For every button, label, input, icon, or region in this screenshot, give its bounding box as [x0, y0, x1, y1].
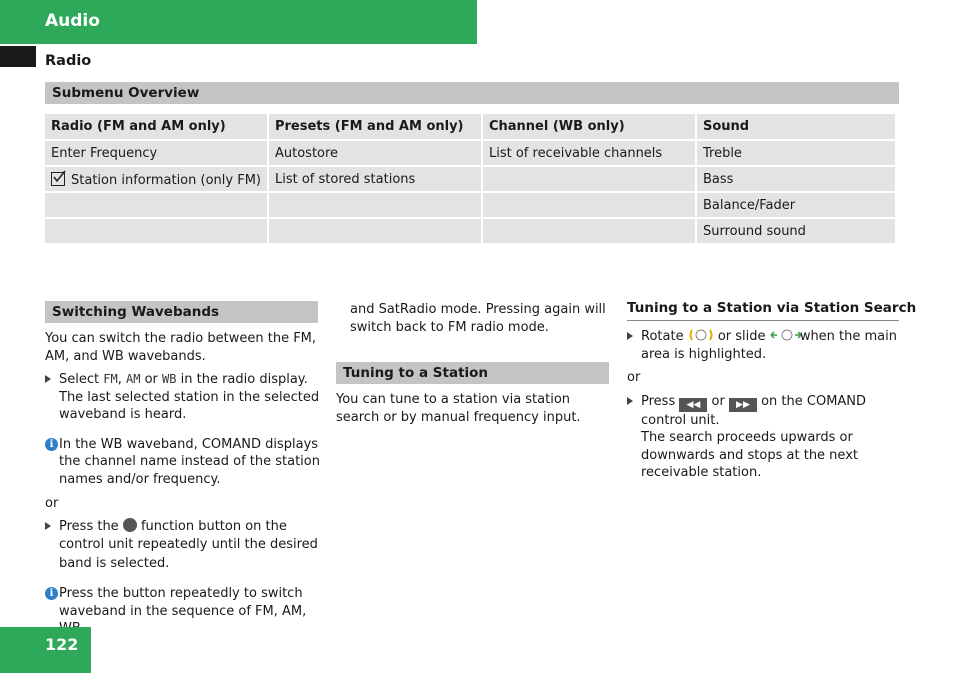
table-cell	[483, 167, 695, 191]
info-text: In the WB waveband, COMAND displays the channel name instead of the station names and/or frequency.	[59, 436, 320, 487]
bullet-arrow-icon	[45, 522, 51, 530]
table-cell	[269, 219, 481, 243]
table-header-row	[45, 114, 895, 139]
table-cell	[45, 219, 267, 243]
rotate-step	[627, 328, 899, 363]
step-text: when the main area is highlighted.	[641, 329, 898, 362]
info-text: Press the button repeatedly to switch waveband in the sequence of FM, AM,	[59, 586, 307, 619]
title-underline	[627, 320, 899, 321]
step-text: on the COMAND control unit.	[641, 393, 867, 428]
bullet-arrow-icon	[627, 332, 633, 340]
table-cell: Treble	[697, 141, 895, 165]
table-row	[45, 193, 895, 217]
section-title: Radio	[45, 53, 92, 69]
table-cell: Surround sound	[697, 219, 895, 243]
step-text: Rotate	[641, 329, 684, 344]
table-cell	[45, 167, 267, 191]
column-header: Presets (FM and AM only)	[269, 114, 481, 139]
step-text: or	[711, 393, 725, 409]
slide-controller-icon	[770, 328, 796, 342]
table-cell: Bass	[697, 167, 895, 191]
chapter-title: Audio	[45, 11, 100, 31]
or-text: or	[627, 370, 641, 385]
skip-back-icon: ◀◀	[679, 398, 707, 412]
rotate-controller-icon	[688, 328, 714, 342]
fm-label: FM	[103, 372, 118, 386]
step-text: in the radio display. The last selected station in the selected waveband is heard.	[59, 372, 320, 422]
table-row	[45, 141, 895, 165]
step-text: function button on the control unit repeatedly until the desired band is selected.	[59, 518, 318, 571]
table-row	[45, 219, 895, 243]
column-header: Sound	[697, 114, 895, 139]
table-cell: Balance/Fader	[697, 193, 895, 217]
separator: ,	[117, 372, 122, 387]
column-header: Radio (FM and AM only)	[45, 114, 267, 139]
switching-wavebands-bar: Switching Wavebands	[45, 301, 318, 323]
am-label: AM	[125, 372, 141, 386]
station-search-title: Tuning to a Station via Station Search	[627, 300, 917, 316]
step-text: Select	[59, 372, 100, 387]
tuning-text: You can tune to a station via station search or by manual frequency input.	[336, 392, 581, 425]
page-number: 122	[45, 635, 79, 654]
table-cell	[483, 193, 695, 217]
section-tab-marker	[0, 46, 36, 67]
wb-label: WB	[162, 372, 177, 386]
press-step	[45, 518, 320, 574]
table-cell: List of stored stations	[269, 167, 481, 191]
select-step	[45, 371, 320, 424]
tuning-station-bar: Tuning to a Station	[336, 362, 609, 384]
bullet-arrow-icon	[45, 375, 51, 383]
press-step	[627, 393, 899, 482]
submenu-table	[43, 112, 897, 245]
step-text: or slide	[717, 329, 766, 344]
info-icon: i	[45, 587, 58, 600]
table-row	[45, 167, 895, 191]
table-cell: List of receivable channels	[483, 141, 695, 165]
column-left	[45, 330, 320, 638]
submenu-overview-bar: Submenu Overview	[45, 82, 899, 104]
or-text: or	[45, 496, 59, 511]
checkbox-icon	[51, 172, 65, 186]
step-text: Press the	[59, 518, 119, 534]
column-header: Channel (WB only)	[483, 114, 695, 139]
table-cell	[45, 193, 267, 217]
column-right	[627, 328, 899, 482]
or-text: or	[144, 372, 158, 387]
search-note: The search proceeds upwards or downwards and stops at the next receivable station.	[641, 430, 858, 480]
radio-button-icon	[123, 518, 137, 532]
column-middle-continued: and SatRadio mode. Pressing again will switch back to FM radio mode.	[350, 302, 606, 335]
table-cell	[483, 219, 695, 243]
table-cell	[269, 193, 481, 217]
intro-text: You can switch the radio between the FM, AM, and WB wavebands.	[45, 331, 317, 364]
page-number-tab	[0, 627, 91, 673]
bullet-arrow-icon	[627, 397, 633, 405]
info-note	[45, 436, 320, 489]
table-cell-text: Station information (only FM)	[71, 173, 261, 188]
table-cell: Enter Frequency	[45, 141, 267, 165]
skip-forward-icon: ▶▶	[729, 398, 757, 412]
step-text: Press	[641, 393, 676, 409]
info-icon: i	[45, 438, 58, 451]
table-cell: Autostore	[269, 141, 481, 165]
